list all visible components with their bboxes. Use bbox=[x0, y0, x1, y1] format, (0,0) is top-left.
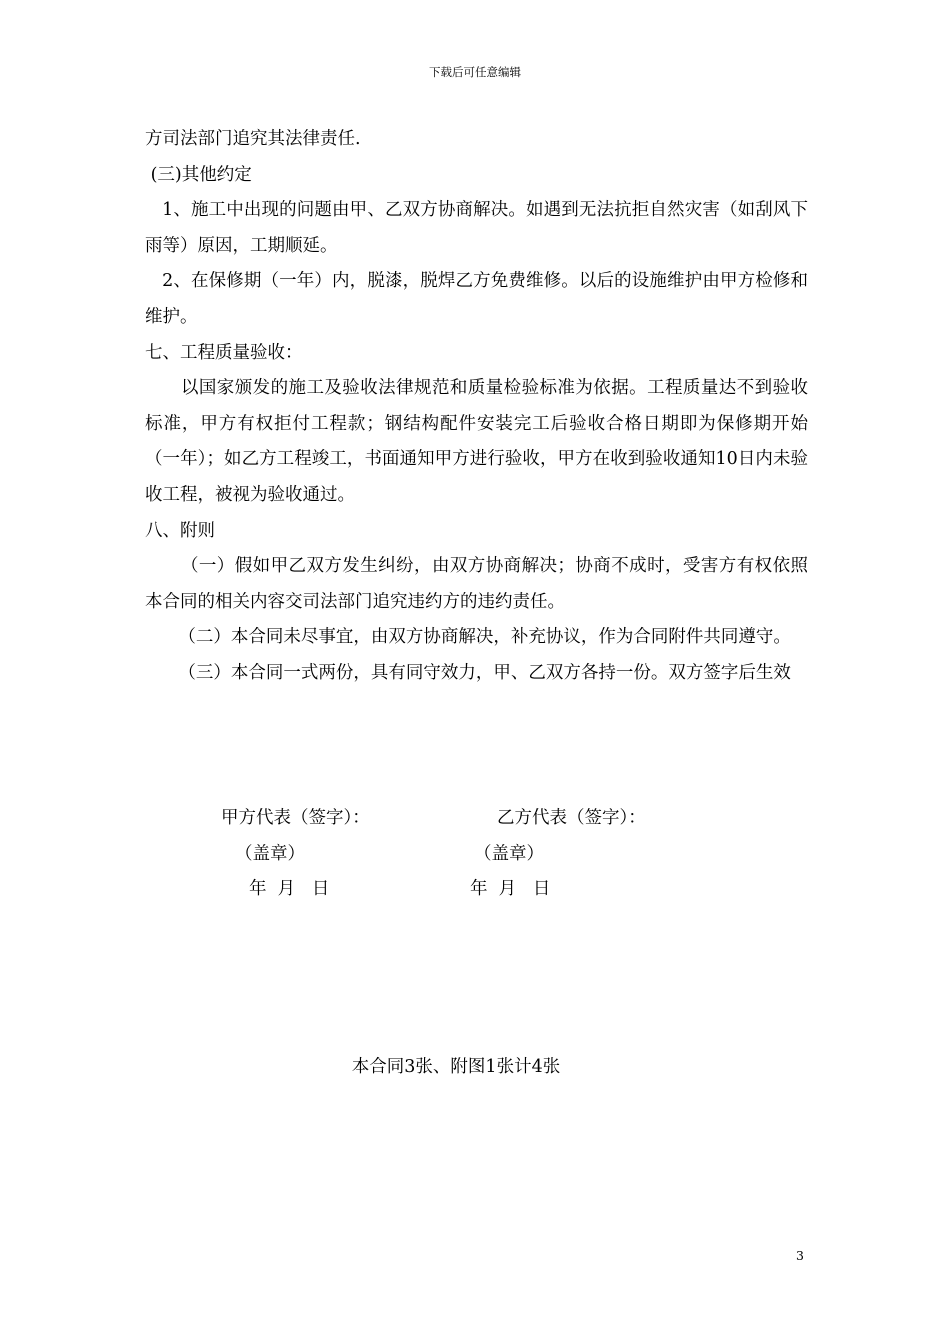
paragraph: 2、在保修期（一年）内，脱漆，脱焊乙方免费维修。以后的设施维护由甲方检修和维护。 bbox=[145, 271, 808, 327]
contract-body bbox=[145, 122, 808, 692]
party-a-signature-label: 甲方代表（签字）： bbox=[221, 808, 370, 828]
party-b-date-label: 年 月 日 bbox=[470, 879, 551, 899]
page-header-note: 下载后可任意编辑 bbox=[429, 65, 521, 79]
party-b-signature-label: 乙方代表（签字）： bbox=[497, 808, 646, 828]
section-heading: 八、附则 bbox=[145, 520, 215, 541]
party-a-seal-label: （盖章） bbox=[235, 844, 305, 864]
section-heading: (三)其他约定 bbox=[145, 164, 252, 185]
paragraph: 方司法部门追究其法律责任. bbox=[145, 129, 361, 149]
paragraph: （一）假如甲乙双方发生纠纷，由双方协商解决；协商不成时，受害方有权依照本合同的相关内容交司法部门追究违约方的违约责任。 bbox=[145, 556, 808, 612]
party-b-seal-label: （盖章） bbox=[474, 844, 544, 864]
paragraph: （三）本合同一式两份，具有同守效力，甲、乙双方各持一份。双方签字后生效 bbox=[145, 662, 791, 683]
paragraph: （二）本合同未尽事宜，由双方协商解决，补充协议，作为合同附件共同遵守。 bbox=[145, 627, 791, 648]
page-number: 3 bbox=[796, 1248, 804, 1263]
paragraph: 以国家颁发的施工及验收法律规范和质量检验标准为依据。工程质量达不到验收标准，甲方有权拒付工程款；钢结构配件安装完工后验收合格日期即为保修期开始（一年）；如乙方工程竣工，书面通知甲方进行验收，甲方在收到验收通知10日内未验收工程，被视为验收通过。 bbox=[145, 378, 808, 505]
page-count-note: 本合同3张、附图1张计4张 bbox=[351, 1057, 561, 1077]
party-a-date-label: 年 月 日 bbox=[249, 879, 330, 899]
section-heading: 七、工程质量验收： bbox=[145, 342, 303, 363]
paragraph: 1、施工中出现的问题由甲、乙双方协商解决。如遇到无法抗拒自然灾害（如刮风下雨等）原因，工期顺延。 bbox=[145, 200, 808, 256]
